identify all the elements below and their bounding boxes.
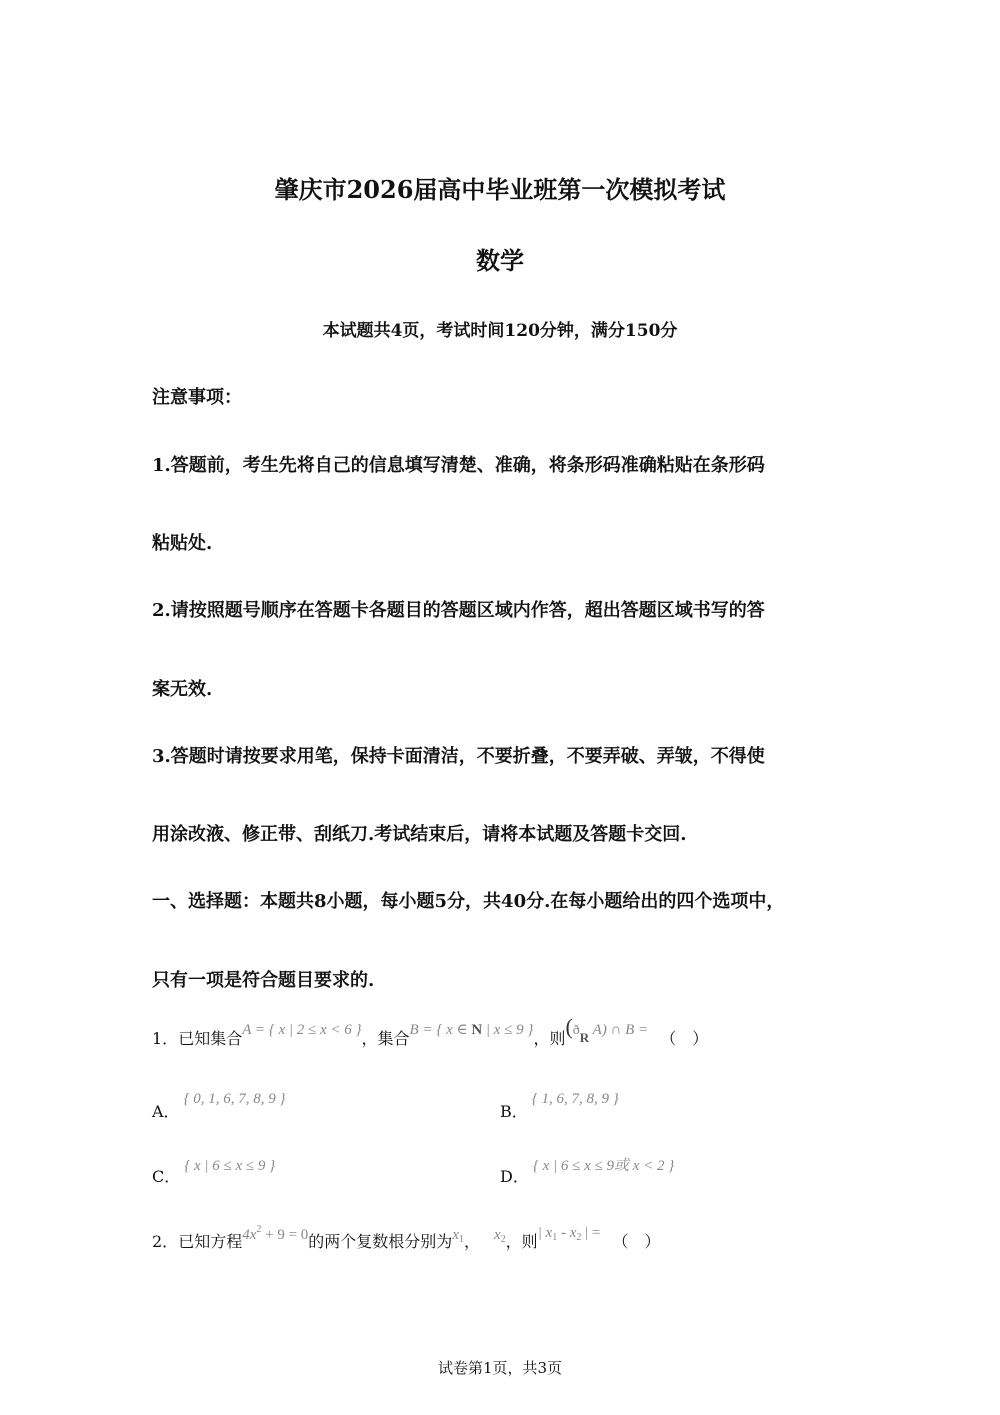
exam-title: 肇庆市2026届高中毕业班第一次模拟考试 — [274, 175, 726, 204]
notice-line: 粘贴处. — [152, 533, 213, 554]
expr-rest: A) ∩ B = — [589, 1022, 649, 1038]
subject-title: 数学 — [476, 246, 524, 275]
question-number: 1． — [152, 1029, 179, 1048]
question-text: 已知集合 — [178, 1029, 243, 1048]
expr-open-paren: ( — [565, 1014, 573, 1039]
answer-paren: （ ） — [612, 1232, 661, 1251]
complement-expression — [565, 1014, 649, 1045]
question-text: ，集合 — [361, 1029, 410, 1048]
question-1 — [152, 1014, 709, 1050]
page-footer: 试卷第1页，共3页 — [437, 1359, 563, 1377]
option-label: C． — [152, 1167, 181, 1186]
option-c — [152, 1158, 276, 1187]
question-text: 的两个复数根分别为 — [308, 1232, 453, 1251]
question-text: ，则 — [505, 1232, 538, 1251]
section-heading: 一、选择题：本题共8小题，每小题5分，共40分.在每小题给出的四个选项中， — [152, 891, 785, 912]
abs-left: | x — [537, 1225, 553, 1241]
x2-var: x — [494, 1227, 501, 1243]
root-x1 — [452, 1227, 464, 1243]
x2-subscript: 2 — [500, 1234, 506, 1245]
notice-line: 用涂改液、修正带、刮纸刀.考试结束后，请将本试题及答题卡交回. — [152, 824, 687, 845]
option-label: D． — [500, 1167, 529, 1186]
abs-mid: - x — [557, 1225, 577, 1241]
question-number: 2． — [152, 1232, 179, 1251]
option-label: A． — [152, 1102, 180, 1121]
set-a-formula: A = { x | 2 ≤ x < 6 } — [242, 1022, 362, 1038]
equation-formula — [242, 1224, 309, 1243]
x1-subscript: 1 — [458, 1234, 464, 1245]
option-value: { x | 6 ≤ x ≤ 9 } — [184, 1158, 276, 1174]
option-a — [152, 1091, 286, 1122]
eq-left: 4x — [242, 1227, 257, 1243]
set-b-formula — [410, 1022, 534, 1038]
option-b — [500, 1091, 619, 1122]
set-b-left: B = { x ∈ — [409, 1022, 472, 1038]
option-value: { 1, 6, 7, 8, 9 } — [531, 1091, 619, 1107]
exam-info: 本试题共4页，考试时间120分钟，满分150分 — [322, 321, 678, 341]
eq-right: + 9 = 0 — [261, 1227, 309, 1243]
option-label: B． — [500, 1102, 528, 1121]
notice-line: 1.答题前，考生先将自己的信息填写清楚、准确，将条形码准确粘贴在条形码 — [152, 455, 765, 476]
natural-numbers-symbol: N — [471, 1022, 483, 1038]
complement-symbol: ð — [572, 1023, 580, 1038]
notice-line: 3.答题时请按要求用笔，保持卡面清洁，不要折叠，不要弄破、弄皱，不得使 — [152, 746, 765, 767]
question-text: ，则 — [533, 1029, 566, 1048]
root-x2 — [494, 1227, 506, 1243]
question-text: 已知方程 — [178, 1232, 243, 1251]
x1-var: x — [452, 1227, 459, 1243]
abs-subscript-1: 1 — [552, 1232, 558, 1243]
option-value: { 0, 1, 6, 7, 8, 9 } — [183, 1091, 286, 1107]
abs-difference-formula — [538, 1225, 601, 1241]
notice-heading: 注意事项： — [152, 387, 242, 408]
eq-exponent: 2 — [256, 1224, 262, 1235]
option-d — [500, 1158, 675, 1187]
section-heading: 只有一项是符合题目要求的. — [152, 970, 375, 991]
set-b-right: | x ≤ 9 } — [482, 1022, 534, 1038]
abs-right: | = — [581, 1225, 601, 1241]
abs-subscript-2: 2 — [576, 1232, 582, 1243]
question-2 — [152, 1224, 661, 1253]
notice-line: 案无效. — [152, 679, 213, 700]
answer-paren: （ ） — [660, 1029, 709, 1048]
option-value: { x | 6 ≤ x ≤ 9或 x < 2 } — [532, 1158, 675, 1174]
separator: ， — [463, 1232, 480, 1251]
real-numbers-symbol: R — [579, 1030, 590, 1045]
notice-line: 2.请按照题号顺序在答题卡各题目的答题区域内作答，超出答题区域书写的答 — [152, 600, 765, 621]
